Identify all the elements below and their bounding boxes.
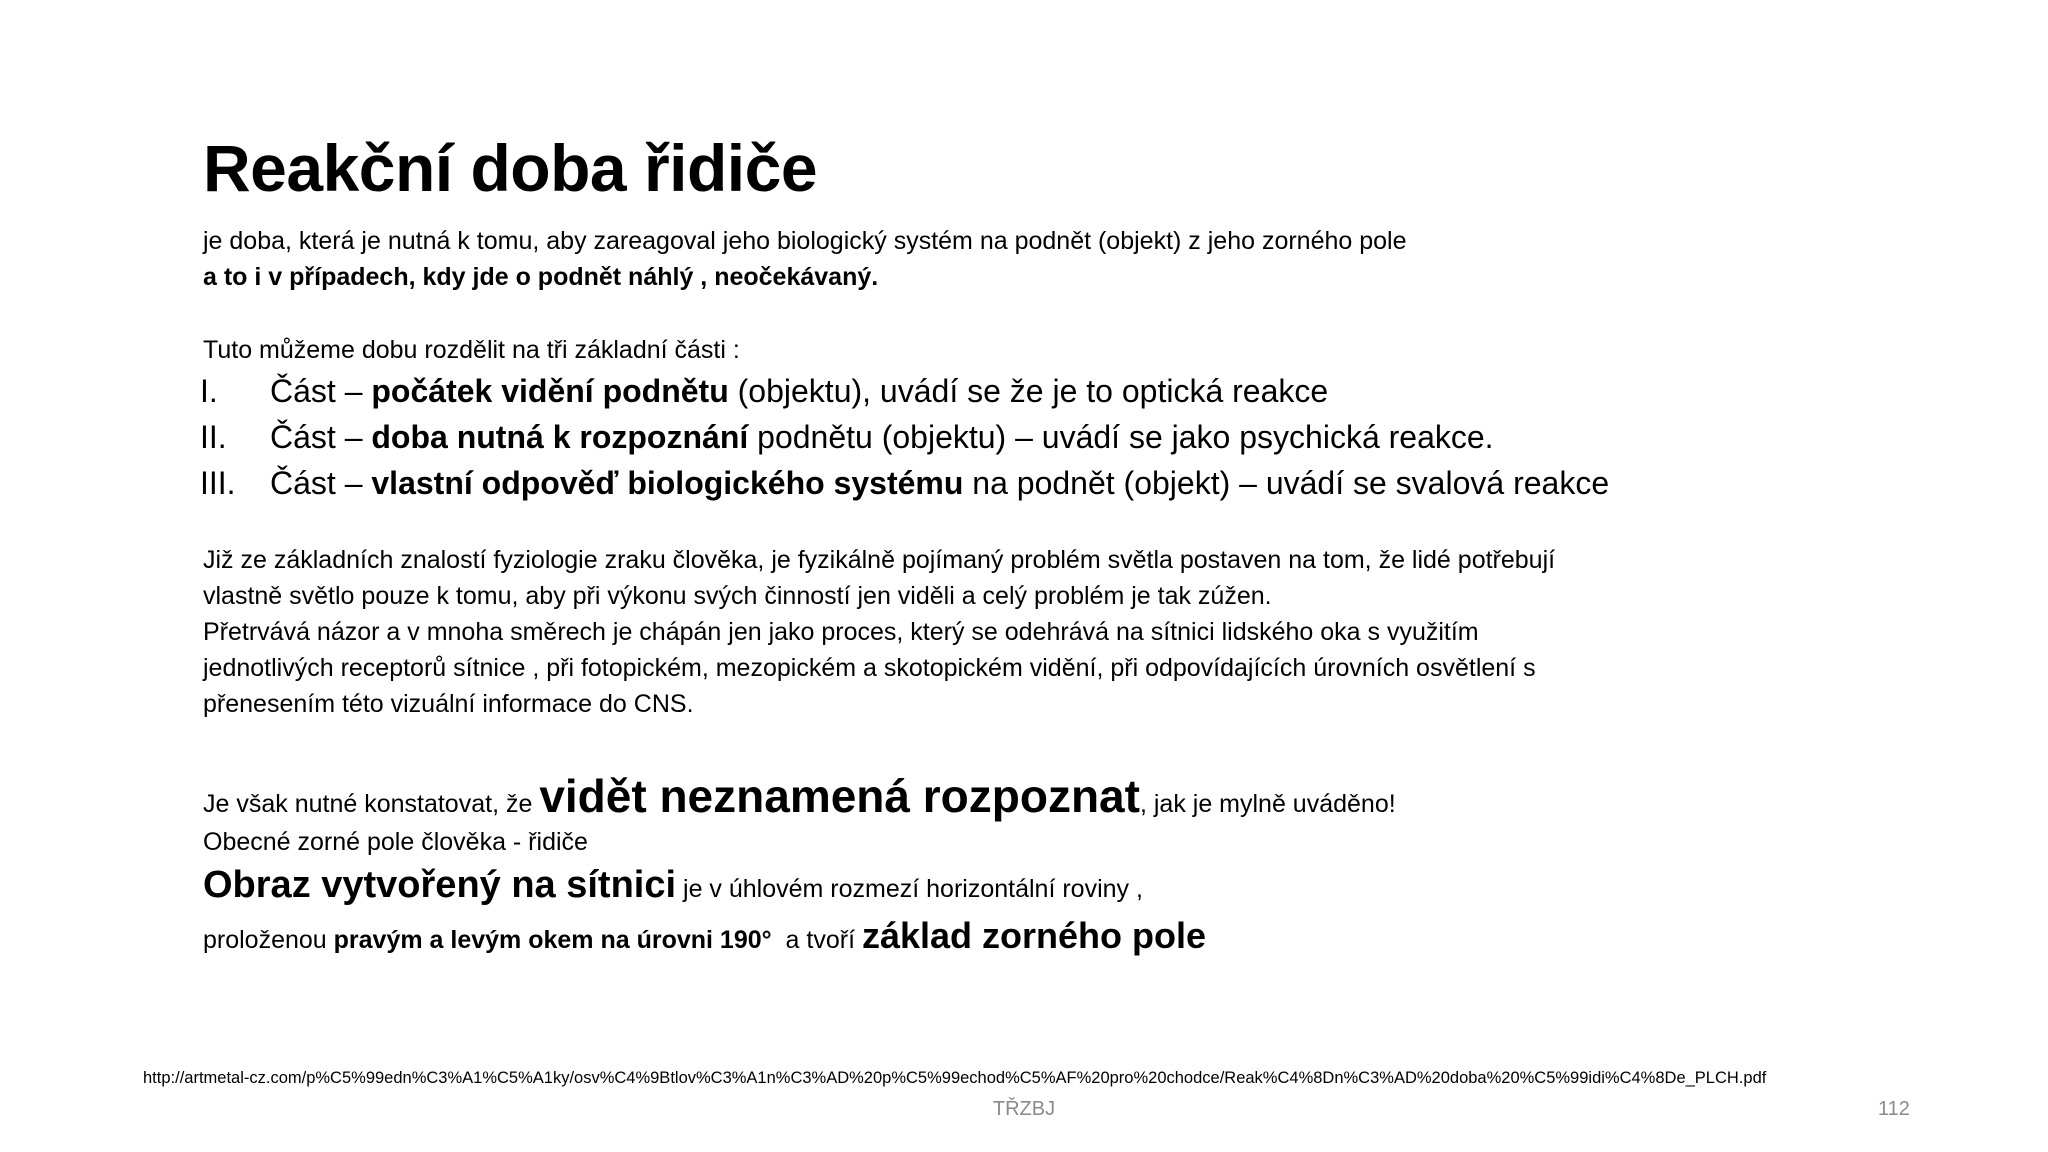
source-url: http://artmetal-cz.com/p%C5%99edn%C3%A1%C5%A1ky/osv%C4%9Btlov%C3%A1n%C3%AD%20p%C5%99echod%C5%AF%20pro%20chodce/Reak%C4%8Dn%C3%AD%20doba%20%C5%99idi%C4%8De_PLCH.pdf	[143, 1069, 1767, 1087]
list-item-prefix: Část –	[270, 465, 372, 501]
list-item-text: podnětu (objektu) – uvádí se jako psychická reakce.	[748, 419, 1494, 455]
list-item-bold: doba nutná k rozpoznání	[371, 419, 749, 455]
statement-prefix: Je však nutné konstatovat, že	[203, 790, 540, 818]
plane-line-bold: pravým a levým okem na úrovni 190°	[333, 926, 772, 954]
plane-line-mid: a tvoří	[771, 926, 862, 954]
list-item	[200, 414, 1609, 460]
field-title: Obecné zorné pole člověka - řidiče	[203, 828, 588, 856]
list-item-prefix: Část –	[270, 419, 372, 455]
image-line-bold: Obraz vytvořený na sítnici	[203, 864, 677, 906]
list-item-text: na podnět (objekt) – uvádí se svalová reakce	[963, 465, 1610, 501]
statement	[203, 768, 1396, 832]
plane-line-prefix: proloženou	[203, 926, 334, 954]
list-number: III.	[200, 465, 236, 501]
image-line-text: je v úhlovém rozmezí horizontální roviny ,	[676, 875, 1143, 903]
parts-list	[200, 368, 1609, 506]
image-line	[203, 862, 1143, 912]
paragraph-line: vlastně světlo pouze k tomu, aby při výkonu svých činností jen viděli a celý problém je tak zúžen.	[203, 582, 1272, 610]
paragraph-line: Přetrvává názor a v mnoha směrech je chápán jen jako proces, který se odehrává na sítnici lidského oka s využitím	[203, 618, 1479, 646]
list-item-bold: počátek vidění podnětu	[371, 373, 729, 409]
page-number: 112	[1878, 1098, 1910, 1120]
statement-suffix: , jak je mylně uváděno!	[1139, 790, 1396, 818]
list-intro: Tuto můžeme dobu rozdělit na tři základní části :	[203, 336, 740, 364]
slide-title: Reakční doba řidiče	[203, 131, 818, 205]
list-item	[200, 460, 1609, 506]
plane-line	[203, 913, 1206, 963]
paragraph-line: přenesením této vizuální informace do CNS.	[203, 690, 694, 718]
plane-line-emphasis: základ zorného pole	[861, 915, 1207, 956]
intro-line-1: je doba, která je nutná k tomu, aby zareagoval jeho biologický systém na podnět (objekt) z jeho zorného pole	[203, 227, 1407, 255]
list-item-prefix: Část –	[270, 373, 372, 409]
intro	[203, 223, 1407, 295]
physiology-paragraph	[203, 542, 1555, 722]
paragraph-line: Již ze základních znalostí fyziologie zraku člověka, je fyzikálně pojímaný problém světla postaven na tom, že lidé potřebují	[203, 546, 1556, 574]
list-number: II.	[200, 419, 227, 455]
list-item	[200, 368, 1609, 414]
statement-emphasis: vidět neznamená rozpoznat	[539, 770, 1140, 822]
footer-label: TŘZBJ	[992, 1098, 1056, 1120]
paragraph-line: jednotlivých receptorů sítnice , při fotopickém, mezopickém a skotopickém vidění, při odpovídajících úrovních osvětlení s	[203, 654, 1536, 682]
list-item-text: (objektu), uvádí se že je to optická reakce	[728, 373, 1329, 409]
list-number: I.	[200, 373, 218, 409]
intro-line-2: a to i v případech, kdy jde o podnět náhlý , neočekávaný.	[203, 263, 879, 291]
list-item-bold: vlastní odpověď biologického systému	[371, 465, 964, 501]
